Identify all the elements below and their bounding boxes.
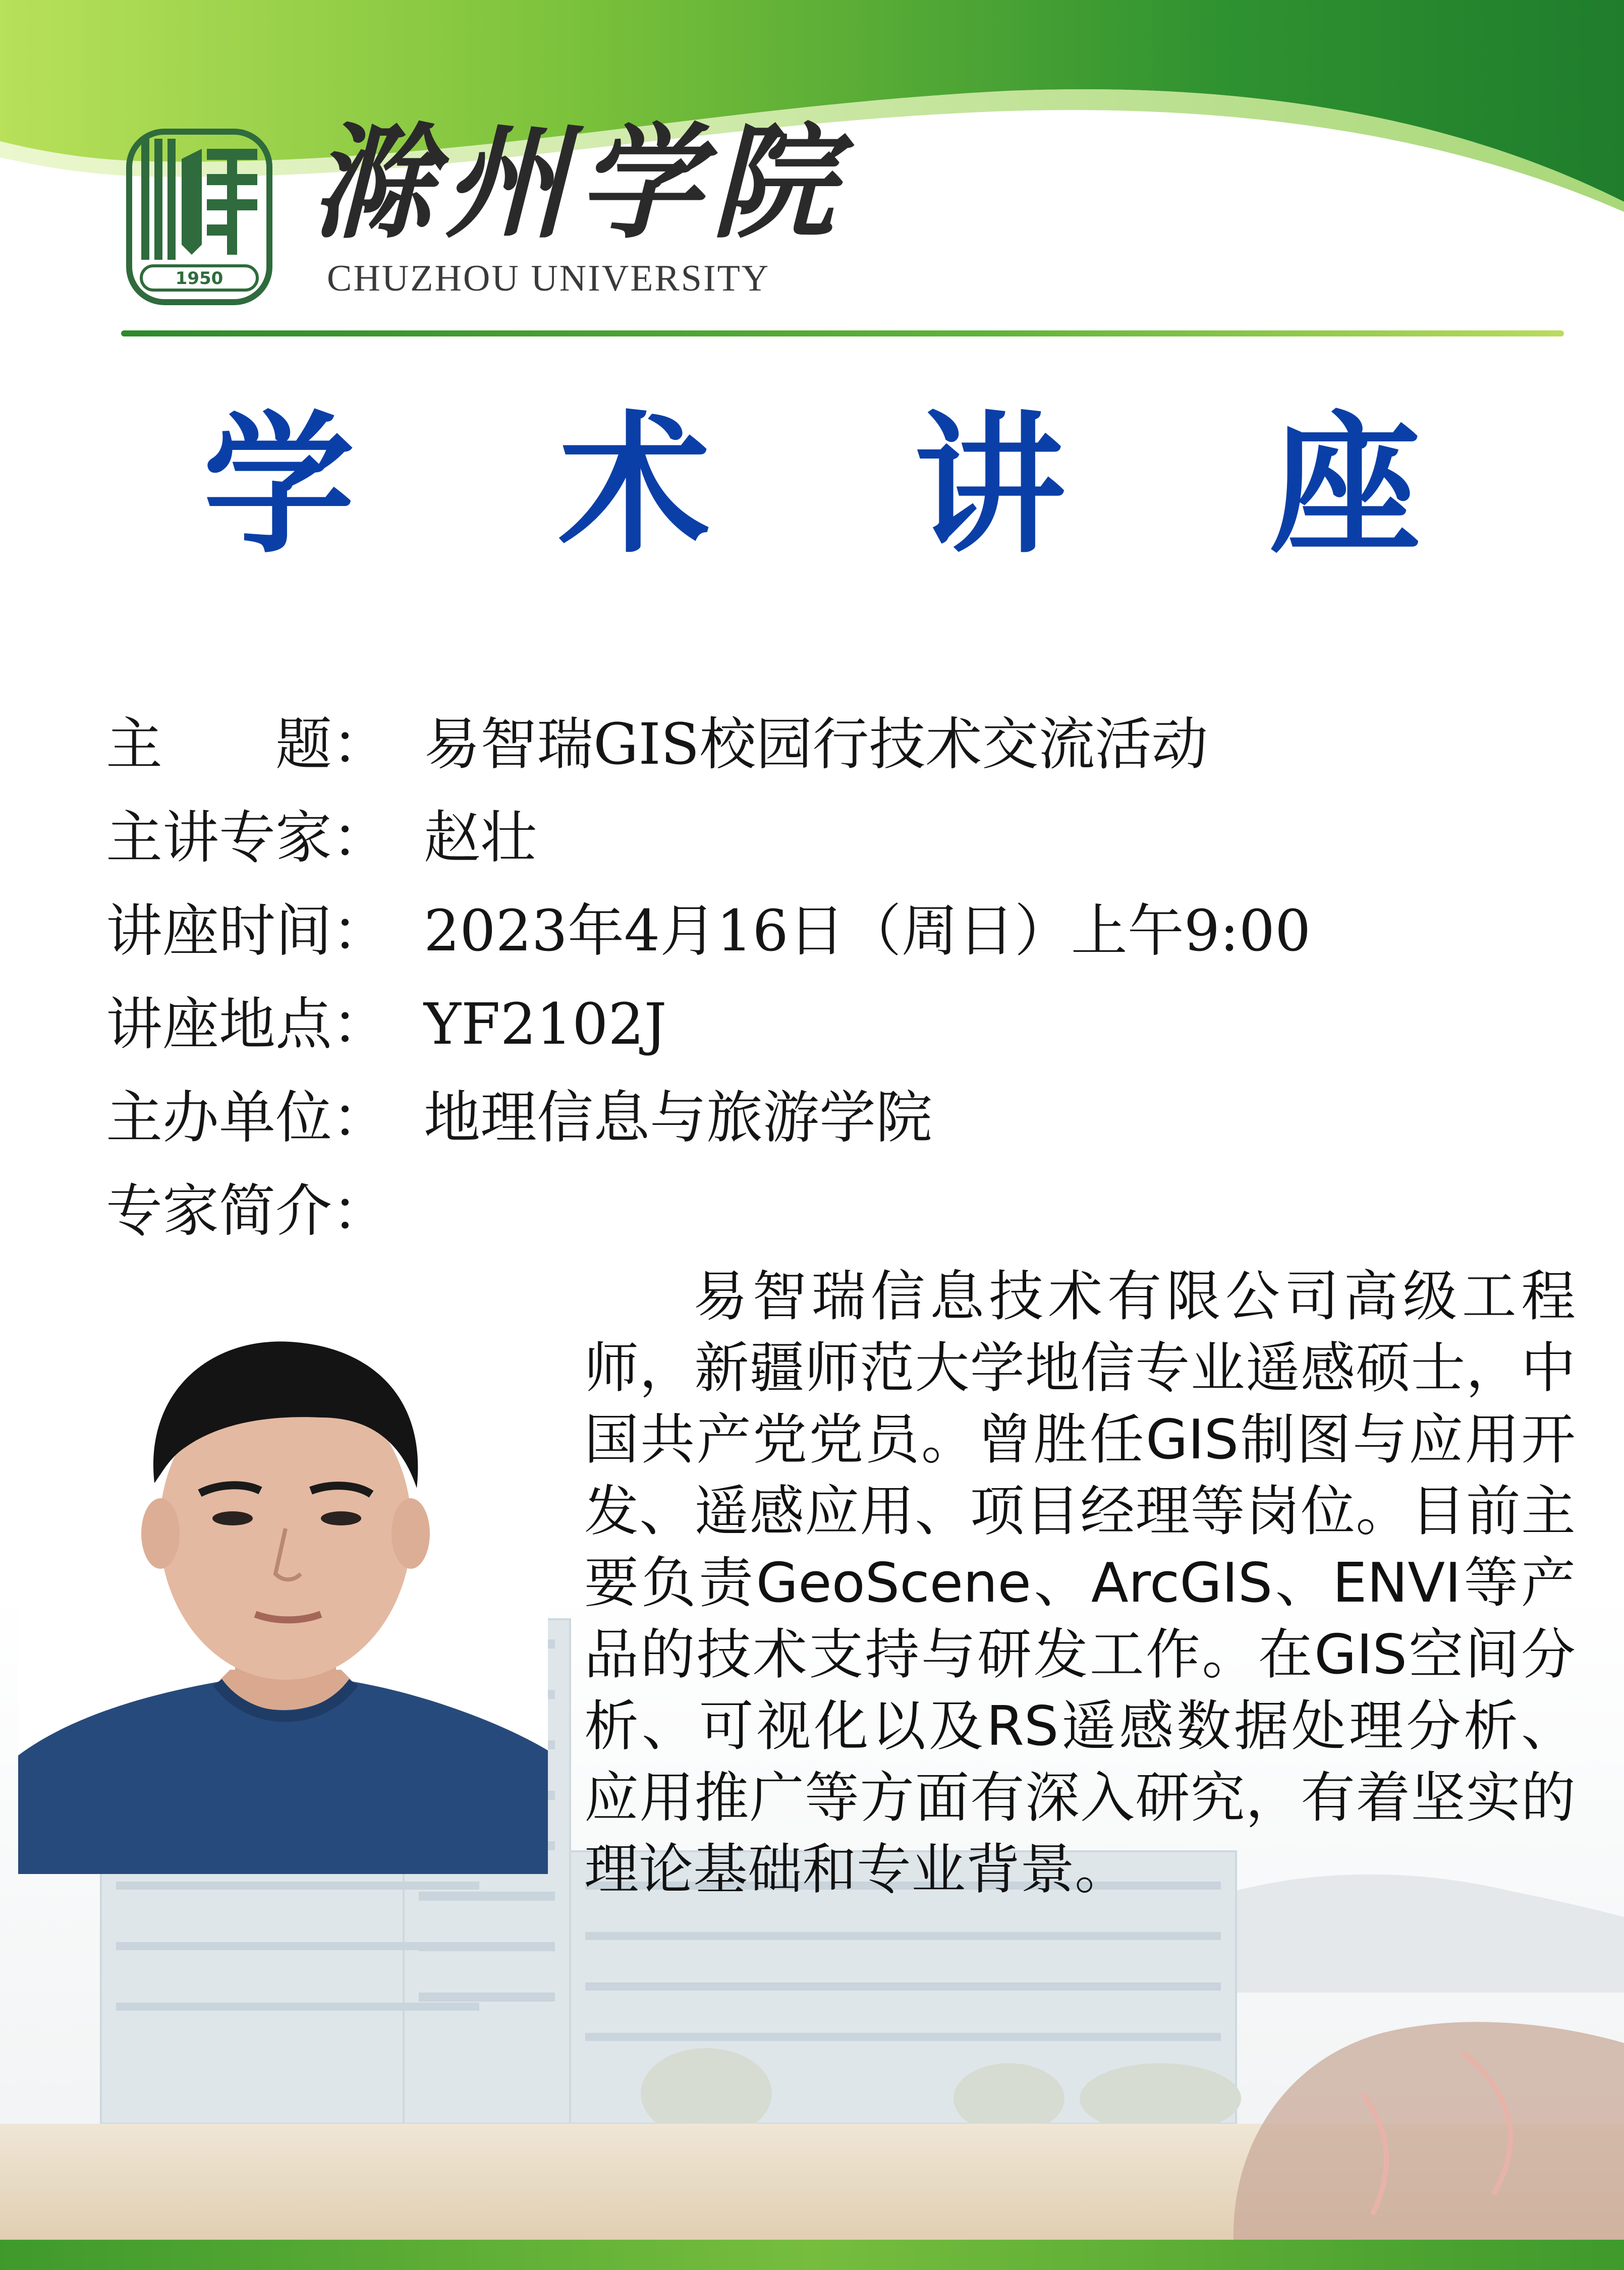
bio-row [106,1178,424,1244]
speaker-row [106,805,537,871]
speaker-label: 主讲专家： [106,805,388,871]
location-value: YF2102J [424,992,667,1057]
header-divider [121,330,1564,336]
poster-title: 学 术 讲 座 [203,398,1497,574]
speaker-photo [18,1317,548,1874]
organizer-value: 地理信息与旅游学院 [424,1085,932,1151]
speaker-bio: 易智瑞信息技术有限公司高级工程师，新疆师范大学地信专业遥感硕士，中国共产党党员。曾胜任GIS制图与应用开发、遥感应用、项目经理等岗位。目前主要负责GeoScene、ArcGIS、ENVI等产品的技术支持与研发工作。在GIS空间分析、可视化以及RS遥感数据处理分析、应用推广等方面有深入研究，有着坚实的理论基础和专业背景。 [584,1265,1576,1901]
speaker-value: 赵壮 [424,805,537,871]
footer-green-bar [0,2240,1624,2270]
time-row [106,898,1311,964]
university-name-chinese: 滁州学院 [310,110,845,255]
topic-row [106,712,1208,777]
logo-year: 1950 [175,268,223,289]
organizer-row [106,1085,932,1151]
university-name-english: CHUZHOU UNIVERSITY [327,258,770,299]
topic-value: 易智瑞GIS校园行技术交流活动 [424,712,1208,777]
time-label: 讲座时间： [106,898,388,964]
location-row [106,992,667,1057]
topic-label: 主 题： [106,712,388,777]
location-label: 讲座地点： [106,992,388,1057]
time-value: 2023年4月16日（周日）上午9:00 [424,898,1311,964]
university-emblem-icon [126,129,272,305]
bio-label: 专家简介： [106,1178,388,1244]
organizer-label: 主办单位： [106,1085,388,1151]
